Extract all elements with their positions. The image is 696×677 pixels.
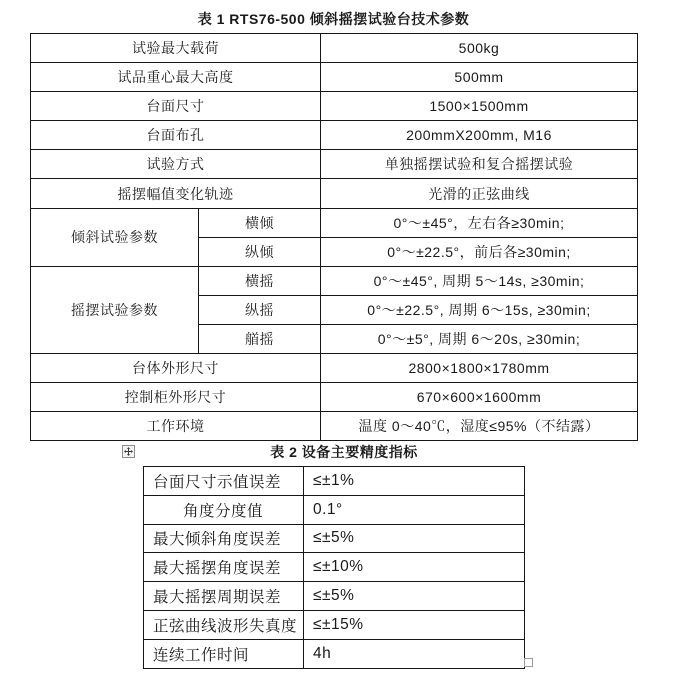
table-row (144, 467, 525, 496)
param-value: 0°～±22.5°，前后各≥30min; (321, 237, 638, 266)
spec-label: 最大倾斜角度误差 (144, 524, 304, 553)
table-row (144, 495, 525, 524)
table-row (31, 34, 638, 63)
spec-value: 0.1° (304, 495, 525, 524)
param-value: 0°～±5°, 周期 6～20s, ≥30min; (321, 324, 638, 353)
param-label: 台面尺寸 (31, 92, 321, 121)
table-move-handle[interactable] (122, 445, 135, 458)
spec-value: ≤±5% (304, 524, 525, 553)
spec-label: 连续工作时间 (144, 639, 304, 668)
param-label: 摇摆幅值变化轨迹 (31, 179, 321, 208)
param-sub-label: 纵倾 (199, 237, 321, 266)
param-label: 试品重心最大高度 (31, 63, 321, 92)
param-value: 1500×1500mm (321, 92, 638, 121)
four-way-arrow-icon (124, 447, 133, 456)
table-row (144, 582, 525, 611)
spec-value: ≤±10% (304, 553, 525, 582)
param-value: 0°～±45°，左右各≥30min; (321, 208, 638, 237)
table-row (31, 92, 638, 121)
table1-technical-parameters (30, 33, 638, 441)
spec-label: 最大摇摆角度误差 (144, 553, 304, 582)
table-row (31, 150, 638, 179)
table-resize-handle[interactable] (524, 658, 533, 667)
spec-label: 最大摇摆周期误差 (144, 582, 304, 611)
spec-label: 角度分度值 (144, 495, 304, 524)
param-sub-label: 艏摇 (199, 324, 321, 353)
table2-title: 表 2 设备主要精度指标 (270, 444, 418, 460)
spec-value: ≤±1% (304, 467, 525, 496)
table-row (31, 208, 638, 237)
param-value: 2800×1800×1780mm (321, 354, 638, 383)
param-value: 500mm (321, 63, 638, 92)
param-group-label: 倾斜试验参数 (31, 208, 199, 266)
param-value: 500kg (321, 34, 638, 63)
param-label: 控制柜外形尺寸 (31, 383, 321, 412)
param-label: 工作环境 (31, 412, 321, 441)
param-value: 0°～±45°, 周期 5～14s, ≥30min; (321, 266, 638, 295)
table-row (31, 412, 638, 441)
param-sub-label: 纵摇 (199, 295, 321, 324)
param-value: 200mmX200mm, M16 (321, 121, 638, 150)
table1-title: 表 1 RTS76-500 倾斜摇摆试验台技术参数 (197, 11, 470, 27)
table-row (144, 610, 525, 639)
param-value: 单独摇摆试验和复合摇摆试验 (321, 150, 638, 179)
param-group-label: 摇摆试验参数 (31, 266, 199, 353)
spec-value: ≤±5% (304, 582, 525, 611)
param-label: 试验方式 (31, 150, 321, 179)
table-row (144, 553, 525, 582)
param-value: 温度 0～40℃，湿度≤95%（不结露） (321, 412, 638, 441)
spec-value: 4h (304, 639, 525, 668)
param-value: 0°～±22.5°, 周期 6～15s, ≥30min; (321, 295, 638, 324)
table-row (31, 383, 638, 412)
spec-label: 台面尺寸示值误差 (144, 467, 304, 496)
param-value: 670×600×1600mm (321, 383, 638, 412)
param-label: 试验最大载荷 (31, 34, 321, 63)
table-row (31, 266, 638, 295)
table2-precision-indicators (143, 466, 525, 669)
param-sub-label: 横摇 (199, 266, 321, 295)
table-row (144, 639, 525, 668)
param-value: 光滑的正弦曲线 (321, 179, 638, 208)
spec-label: 正弦曲线波形失真度 (144, 610, 304, 639)
table-row (31, 354, 638, 383)
table-row (31, 121, 638, 150)
param-sub-label: 横倾 (199, 208, 321, 237)
table-row (144, 524, 525, 553)
table-row (31, 63, 638, 92)
table-row (31, 179, 638, 208)
param-label: 台体外形尺寸 (31, 354, 321, 383)
spec-value: ≤±15% (304, 610, 525, 639)
param-label: 台面布孔 (31, 121, 321, 150)
